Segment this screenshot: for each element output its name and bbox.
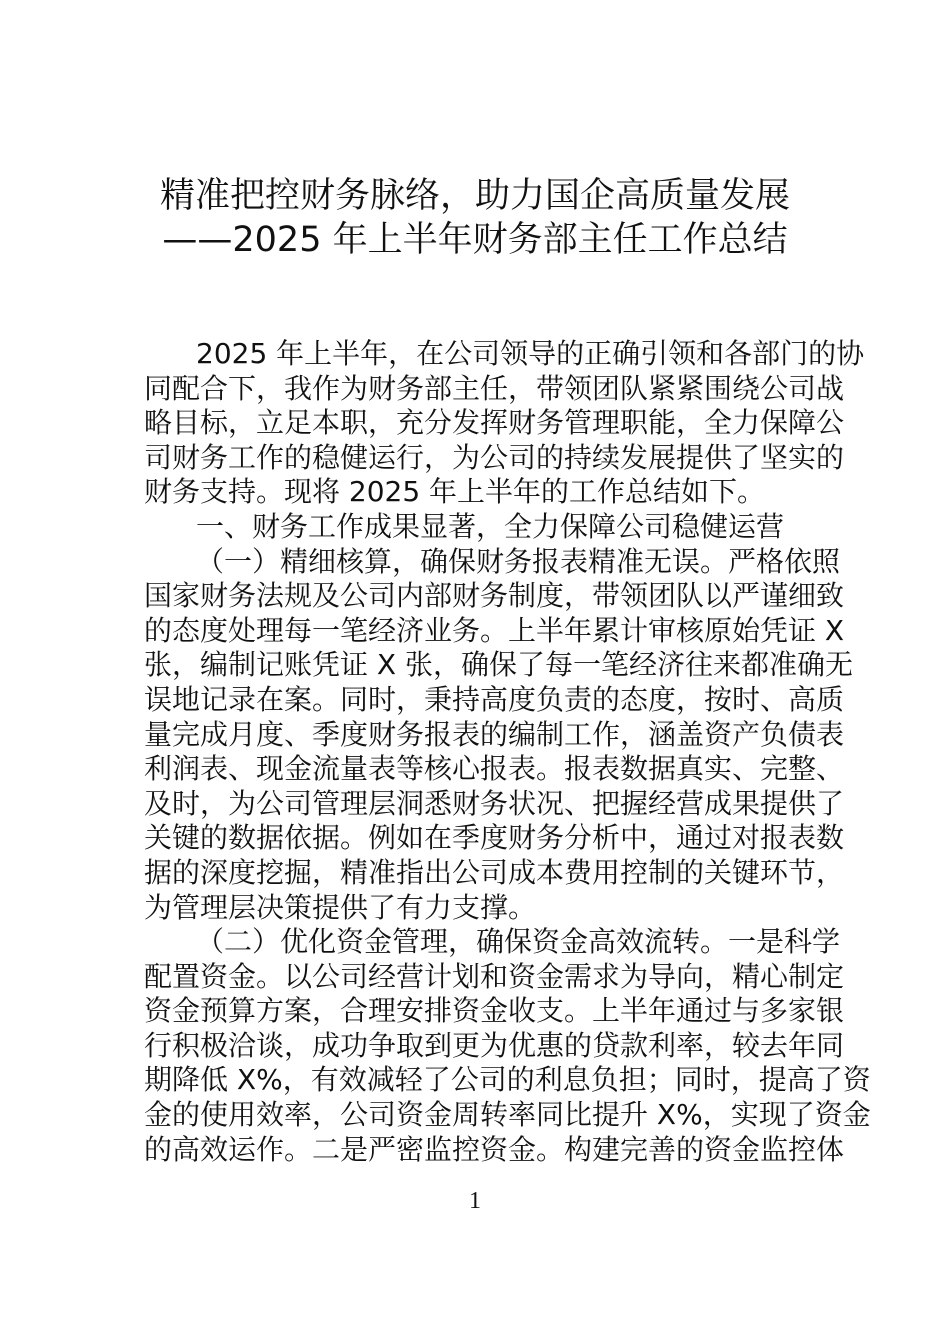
text-line: 期降低 X%，有效减轻了公司的利息负担；同时，提高了资 [144, 1063, 871, 1097]
text-line: 行积极洽谈，成功争取到更为优惠的贷款利率，较去年同 [144, 1028, 845, 1062]
paragraph [144, 337, 865, 510]
text-line: 司财务工作的稳健运行，为公司的持续发展提供了坚实的 [144, 440, 845, 474]
document-body [144, 337, 871, 1167]
text-line: 2025 年上半年，在公司领导的正确引领和各部门的协 [196, 337, 865, 370]
text-line: 及时，为公司管理层洞悉财务状况、把握经营成果提供了 [144, 786, 845, 820]
text-line: 国家财务法规及公司内部财务制度，带领团队以严谨细致 [144, 579, 845, 613]
text-line: 略目标，立足本职，充分发挥财务管理职能，全力保障公 [144, 406, 845, 440]
text-line: 一、财务工作成果显著，全力保障公司稳健运营 [196, 509, 785, 543]
document-title: 精准把控财务脉络，助力国企高质量发展 [159, 176, 790, 216]
text-line: （二）优化资金管理，确保资金高效流转。一是科学 [196, 925, 841, 959]
text-line: 的态度处理每一笔经济业务。上半年累计审核原始凭证 X [144, 613, 845, 647]
document-subtitle: ——2025 年上半年财务部主任工作总结 [162, 220, 788, 260]
text-line: （一）精细核算，确保财务报表精准无误。严格依照 [196, 544, 841, 578]
text-line: 利润表、现金流量表等核心报表。报表数据真实、完整、 [144, 752, 845, 786]
text-line: 为管理层决策提供了有力支撑。 [144, 890, 537, 924]
paragraph [144, 544, 853, 926]
text-line: 误地记录在案。同时，秉持高度负责的态度，按时、高质 [144, 682, 845, 716]
section-heading [144, 510, 808, 545]
text-line: 资金预算方案，合理安排资金收支。上半年通过与多家银 [144, 994, 845, 1028]
page-number: 1 [469, 1188, 481, 1214]
text-line: 张，编制记账凭证 X 张，确保了每一笔经济往来都准确无 [144, 648, 853, 682]
text-line: 关键的数据依据。例如在季度财务分析中，通过对报表数 [144, 821, 845, 855]
text-line: 的高效运作。二是严密监控资金。构建完善的资金监控体 [144, 1132, 845, 1166]
text-line: 量完成月度、季度财务报表的编制工作，涵盖资产负债表 [144, 717, 845, 751]
text-line: 同配合下，我作为财务部主任，带领团队紧紧围绕公司战 [144, 371, 845, 405]
text-line: 据的深度挖掘，精准指出公司成本费用控制的关键环节， [144, 855, 845, 889]
text-line: 财务支持。现将 2025 年上半年的工作总结如下。 [144, 475, 766, 509]
text-line: 配置资金。以公司经营计划和资金需求为导向，精心制定 [144, 959, 845, 993]
text-line: 金的使用效率，公司资金周转率同比提升 X%，实现了资金 [144, 1098, 871, 1132]
paragraph [144, 925, 871, 1167]
